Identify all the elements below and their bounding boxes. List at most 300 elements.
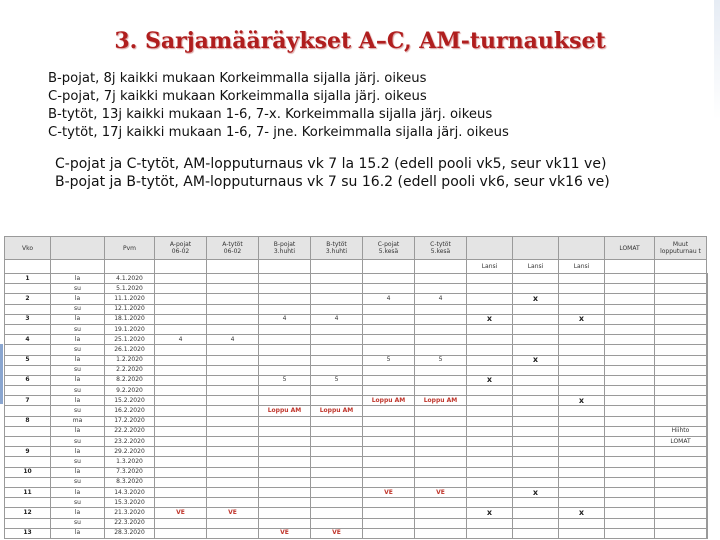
schedule-cell [655, 396, 707, 406]
schedule-cell [559, 528, 605, 538]
table-row [5, 406, 708, 416]
table-row [5, 487, 708, 497]
event-line: C-pojat ja C-tytöt, AM-lopputurnaus vk 7 la 15.2 (edell pooli vk5, seur vk11 ve) [55, 156, 607, 172]
schedule-cell [655, 324, 707, 334]
schedule-cell [707, 274, 708, 284]
schedule-cell [363, 375, 415, 385]
schedule-cell [559, 274, 605, 284]
day-cell: la [51, 335, 105, 345]
week-cell: 3 [5, 314, 51, 324]
schedule-cell [415, 508, 467, 518]
decorative-edge [714, 0, 720, 120]
date-cell: 1.2.2020 [105, 355, 155, 365]
schedule-cell [467, 304, 513, 314]
schedule-cell [259, 386, 311, 396]
schedule-cell [467, 335, 513, 345]
day-cell: su [51, 498, 105, 508]
schedule-cell [655, 365, 707, 375]
schedule-cell [311, 345, 363, 355]
week-cell [5, 498, 51, 508]
schedule-cell [363, 528, 415, 538]
week-cell: 1 [5, 274, 51, 284]
column-subheader [415, 260, 467, 274]
schedule-cell [259, 345, 311, 355]
schedule-cell [707, 355, 708, 365]
schedule-cell [207, 355, 259, 365]
schedule-cell [311, 447, 363, 457]
table-row [5, 457, 708, 467]
table-header-row [5, 237, 708, 260]
schedule-cell [559, 284, 605, 294]
schedule-cell: Hiihto [655, 426, 707, 436]
table-row [5, 447, 708, 457]
schedule-cell [259, 396, 311, 406]
decorative-bar [0, 344, 3, 404]
date-cell: 16.2.2020 [105, 406, 155, 416]
schedule-cell [311, 457, 363, 467]
date-cell: 22.3.2020 [105, 518, 155, 528]
schedule-cell [707, 294, 708, 304]
date-cell: 23.2.2020 [105, 437, 155, 447]
schedule-cell: 5 [363, 355, 415, 365]
schedule-cell [363, 426, 415, 436]
column-subheader: Lansi [513, 260, 559, 274]
table-row [5, 437, 708, 447]
schedule-cell [311, 487, 363, 497]
schedule-cell [605, 467, 655, 477]
date-cell: 5.1.2020 [105, 284, 155, 294]
schedule-cell [467, 447, 513, 457]
schedule-cell [559, 324, 605, 334]
schedule-cell: x [467, 508, 513, 518]
schedule-cell [363, 304, 415, 314]
schedule-cell [559, 335, 605, 345]
schedule-cell [559, 467, 605, 477]
column-subheader [5, 260, 51, 274]
day-cell: su [51, 386, 105, 396]
schedule-cell [155, 437, 207, 447]
schedule-cell: x [513, 355, 559, 365]
schedule-cell [655, 406, 707, 416]
schedule-cell [207, 528, 259, 538]
schedule-cell [513, 345, 559, 355]
column-subheader: Lansi [559, 260, 605, 274]
schedule-cell [155, 375, 207, 385]
schedule-cell [707, 365, 708, 375]
table-row [5, 528, 708, 538]
schedule-cell [415, 386, 467, 396]
schedule-cell [363, 447, 415, 457]
schedule-cell [605, 355, 655, 365]
schedule-cell [415, 416, 467, 426]
schedule-cell [155, 284, 207, 294]
schedule-cell: 5 [415, 355, 467, 365]
schedule-cell [513, 457, 559, 467]
schedule-cell [207, 314, 259, 324]
schedule-cell [155, 355, 207, 365]
schedule-cell [605, 508, 655, 518]
schedule-cell [155, 406, 207, 416]
table-row [5, 477, 708, 487]
week-cell: 7 [5, 396, 51, 406]
schedule-cell [559, 294, 605, 304]
day-cell: la [51, 528, 105, 538]
schedule-cell [207, 437, 259, 447]
date-cell: 8.3.2020 [105, 477, 155, 487]
schedule-cell [707, 477, 708, 487]
schedule-cell [155, 528, 207, 538]
schedule-cell [155, 324, 207, 334]
week-cell [5, 365, 51, 375]
schedule-cell [311, 416, 363, 426]
schedule-cell [707, 437, 708, 447]
schedule-cell [513, 508, 559, 518]
schedule-cell: 5 [311, 375, 363, 385]
date-cell: 22.2.2020 [105, 426, 155, 436]
schedule-cell [513, 447, 559, 457]
schedule-cell [513, 467, 559, 477]
schedule-cell [363, 345, 415, 355]
week-cell [5, 345, 51, 355]
column-subheader [605, 260, 655, 274]
schedule-cell [605, 386, 655, 396]
schedule-cell [655, 314, 707, 324]
schedule-cell [415, 477, 467, 487]
column-subheader [259, 260, 311, 274]
rule-line: C-tytöt, 17j kaikki mukaan 1-6, 7- jne. Korkeimmalla sijalla järj. oikeus [48, 125, 509, 140]
schedule-cell [259, 508, 311, 518]
column-header [559, 237, 605, 260]
schedule-cell [259, 477, 311, 487]
column-header: B-pojat 3.huhti [259, 237, 311, 260]
week-cell: 2 [5, 294, 51, 304]
schedule-cell: 4 [415, 294, 467, 304]
schedule-cell [415, 406, 467, 416]
schedule-cell [259, 324, 311, 334]
week-cell [5, 437, 51, 447]
schedule-cell [415, 447, 467, 457]
schedule-cell [605, 284, 655, 294]
schedule-cell [559, 498, 605, 508]
schedule-cell [155, 294, 207, 304]
schedule-cell [655, 375, 707, 385]
schedule-cell [513, 498, 559, 508]
schedule-cell [707, 324, 708, 334]
schedule-cell [707, 396, 708, 406]
schedule-cell [707, 345, 708, 355]
schedule-cell [207, 518, 259, 528]
schedule-cell [311, 518, 363, 528]
column-header: Vko [5, 237, 51, 260]
schedule-cell [605, 345, 655, 355]
schedule-cell [513, 304, 559, 314]
schedule-cell [311, 335, 363, 345]
schedule-cell: x [559, 396, 605, 406]
schedule-cell [513, 416, 559, 426]
date-cell: 17.2.2020 [105, 416, 155, 426]
schedule-cell [259, 416, 311, 426]
schedule-cell [707, 406, 708, 416]
schedule-cell [559, 304, 605, 314]
schedule-cell [707, 386, 708, 396]
schedule-cell [467, 396, 513, 406]
schedule-cell [363, 274, 415, 284]
table-row [5, 467, 708, 477]
schedule-cell [415, 457, 467, 467]
date-cell: 8.2.2020 [105, 375, 155, 385]
schedule-cell [605, 304, 655, 314]
schedule-cell: x [513, 487, 559, 497]
week-cell [5, 477, 51, 487]
day-cell: la [51, 375, 105, 385]
schedule-cell [467, 498, 513, 508]
schedule-cell [655, 447, 707, 457]
schedule-cell [655, 508, 707, 518]
schedule-cell [559, 487, 605, 497]
schedule-cell [311, 467, 363, 477]
schedule-cell [363, 365, 415, 375]
schedule-cell [467, 386, 513, 396]
day-cell: su [51, 365, 105, 375]
schedule-cell [363, 406, 415, 416]
date-cell: 14.3.2020 [105, 487, 155, 497]
schedule-cell [707, 518, 708, 528]
schedule-cell [155, 467, 207, 477]
schedule-cell [467, 477, 513, 487]
schedule-cell: Loppu AM [311, 406, 363, 416]
schedule-cell [467, 426, 513, 436]
schedule-cell [155, 457, 207, 467]
schedule-cell [155, 396, 207, 406]
schedule-cell [415, 324, 467, 334]
schedule-cell [415, 426, 467, 436]
schedule-cell [605, 324, 655, 334]
schedule-cell [605, 416, 655, 426]
day-cell: su [51, 324, 105, 334]
schedule-cell [655, 518, 707, 528]
schedule-cell [707, 416, 708, 426]
schedule-cell [207, 426, 259, 436]
schedule-cell [513, 437, 559, 447]
schedule-cell [655, 386, 707, 396]
schedule-cell [655, 335, 707, 345]
day-cell: la [51, 487, 105, 497]
schedule-cell [311, 294, 363, 304]
date-cell: 18.1.2020 [105, 314, 155, 324]
schedule-cell [655, 345, 707, 355]
schedule-cell [707, 314, 708, 324]
column-header: B-tytöt 3.huhti [311, 237, 363, 260]
schedule-cell [363, 508, 415, 518]
schedule-cell [155, 365, 207, 375]
schedule-cell [311, 386, 363, 396]
week-cell: 4 [5, 335, 51, 345]
schedule-cell [559, 416, 605, 426]
rules-list [48, 70, 509, 142]
column-header [51, 237, 105, 260]
schedule-cell [155, 447, 207, 457]
schedule-cell [707, 304, 708, 314]
schedule-cell [467, 487, 513, 497]
schedule-cell: Loppu AM [259, 406, 311, 416]
schedule-cell [207, 487, 259, 497]
schedule-cell [467, 457, 513, 467]
schedule-cell [655, 477, 707, 487]
table-row [5, 314, 708, 324]
schedule-cell [605, 426, 655, 436]
schedule-cell: VE [207, 508, 259, 518]
week-cell [5, 406, 51, 416]
schedule-cell: LOMAT [655, 437, 707, 447]
column-subheader [105, 260, 155, 274]
schedule-cell [605, 365, 655, 375]
date-cell: 15.2.2020 [105, 396, 155, 406]
schedule-cell [467, 467, 513, 477]
schedule-cell [467, 345, 513, 355]
schedule-cell [259, 457, 311, 467]
week-cell [5, 518, 51, 528]
schedule-cell [467, 284, 513, 294]
schedule-cell [259, 355, 311, 365]
week-cell [5, 304, 51, 314]
schedule-cell [259, 304, 311, 314]
schedule-cell [467, 416, 513, 426]
schedule-cell [513, 324, 559, 334]
schedule-cell [467, 355, 513, 365]
schedule-cell [363, 314, 415, 324]
schedule-cell [155, 314, 207, 324]
schedule-cell [259, 487, 311, 497]
schedule-cell [605, 447, 655, 457]
schedule-cell [207, 365, 259, 375]
column-subheader [311, 260, 363, 274]
schedule-cell [605, 294, 655, 304]
date-cell: 2.2.2020 [105, 365, 155, 375]
schedule-cell [363, 386, 415, 396]
schedule-cell [207, 345, 259, 355]
schedule-table [4, 236, 708, 539]
schedule-cell [513, 386, 559, 396]
schedule-cell [155, 477, 207, 487]
date-cell: 15.3.2020 [105, 498, 155, 508]
schedule-cell [207, 457, 259, 467]
day-cell: la [51, 314, 105, 324]
schedule-cell [415, 314, 467, 324]
schedule-cell: VE [311, 528, 363, 538]
table-row [5, 426, 708, 436]
schedule-cell [259, 284, 311, 294]
table-row [5, 365, 708, 375]
week-cell: 12 [5, 508, 51, 518]
schedule-cell [513, 406, 559, 416]
schedule-cell [259, 467, 311, 477]
schedule-cell [559, 426, 605, 436]
schedule-cell [605, 375, 655, 385]
schedule-cell [155, 345, 207, 355]
schedule-cell [655, 487, 707, 497]
date-cell: 19.1.2020 [105, 324, 155, 334]
column-header: C-tytöt 5.kesä [415, 237, 467, 260]
week-cell: 11 [5, 487, 51, 497]
schedule-cell [559, 355, 605, 365]
table-row [5, 375, 708, 385]
schedule-cell [467, 274, 513, 284]
week-cell: 6 [5, 375, 51, 385]
schedule-cell [415, 518, 467, 528]
schedule-cell [363, 437, 415, 447]
schedule-cell: x [559, 508, 605, 518]
schedule-cell [207, 284, 259, 294]
schedule-cell [259, 365, 311, 375]
schedule-cell [655, 304, 707, 314]
schedule-cell [311, 355, 363, 365]
week-cell [5, 386, 51, 396]
schedule-cell [311, 304, 363, 314]
schedule-cell: x [513, 294, 559, 304]
column-subheader [655, 260, 707, 274]
column-header [513, 237, 559, 260]
schedule-cell [655, 528, 707, 538]
schedule-cell [513, 365, 559, 375]
week-cell [5, 457, 51, 467]
schedule-cell [363, 498, 415, 508]
schedule-cell [363, 324, 415, 334]
schedule-cell [415, 345, 467, 355]
event-line: B-pojat ja B-tytöt, AM-lopputurnaus vk 7 su 16.2 (edell pooli vk6, seur vk16 ve) [55, 174, 610, 190]
schedule-cell [311, 365, 363, 375]
day-cell: su [51, 437, 105, 447]
schedule-cell [415, 304, 467, 314]
schedule-cell [311, 396, 363, 406]
schedule-cell [467, 294, 513, 304]
day-cell: su [51, 345, 105, 355]
schedule-cell [155, 386, 207, 396]
schedule-cell [559, 345, 605, 355]
table-row [5, 294, 708, 304]
schedule-cell [605, 528, 655, 538]
schedule-cell [155, 518, 207, 528]
week-cell: 5 [5, 355, 51, 365]
schedule-cell [311, 437, 363, 447]
column-header: A-pojat 06-02 [155, 237, 207, 260]
schedule-cell [259, 294, 311, 304]
schedule-cell [155, 498, 207, 508]
schedule-cell [363, 416, 415, 426]
schedule-cell [155, 416, 207, 426]
schedule-cell [311, 426, 363, 436]
schedule-cell [207, 498, 259, 508]
schedule-cell [559, 406, 605, 416]
week-cell: 10 [5, 467, 51, 477]
schedule-cell [655, 355, 707, 365]
date-cell: 7.3.2020 [105, 467, 155, 477]
schedule-cell [155, 487, 207, 497]
schedule-cell [363, 457, 415, 467]
schedule-cell [467, 406, 513, 416]
date-cell: 11.1.2020 [105, 294, 155, 304]
day-cell: su [51, 518, 105, 528]
schedule-cell [707, 284, 708, 294]
schedule-cell [707, 508, 708, 518]
schedule-cell [363, 518, 415, 528]
schedule-cell [559, 447, 605, 457]
date-cell: 25.1.2020 [105, 335, 155, 345]
schedule-cell [155, 274, 207, 284]
date-cell: 1.3.2020 [105, 457, 155, 467]
schedule-cell [513, 375, 559, 385]
schedule-cell [559, 518, 605, 528]
schedule-cell [415, 437, 467, 447]
